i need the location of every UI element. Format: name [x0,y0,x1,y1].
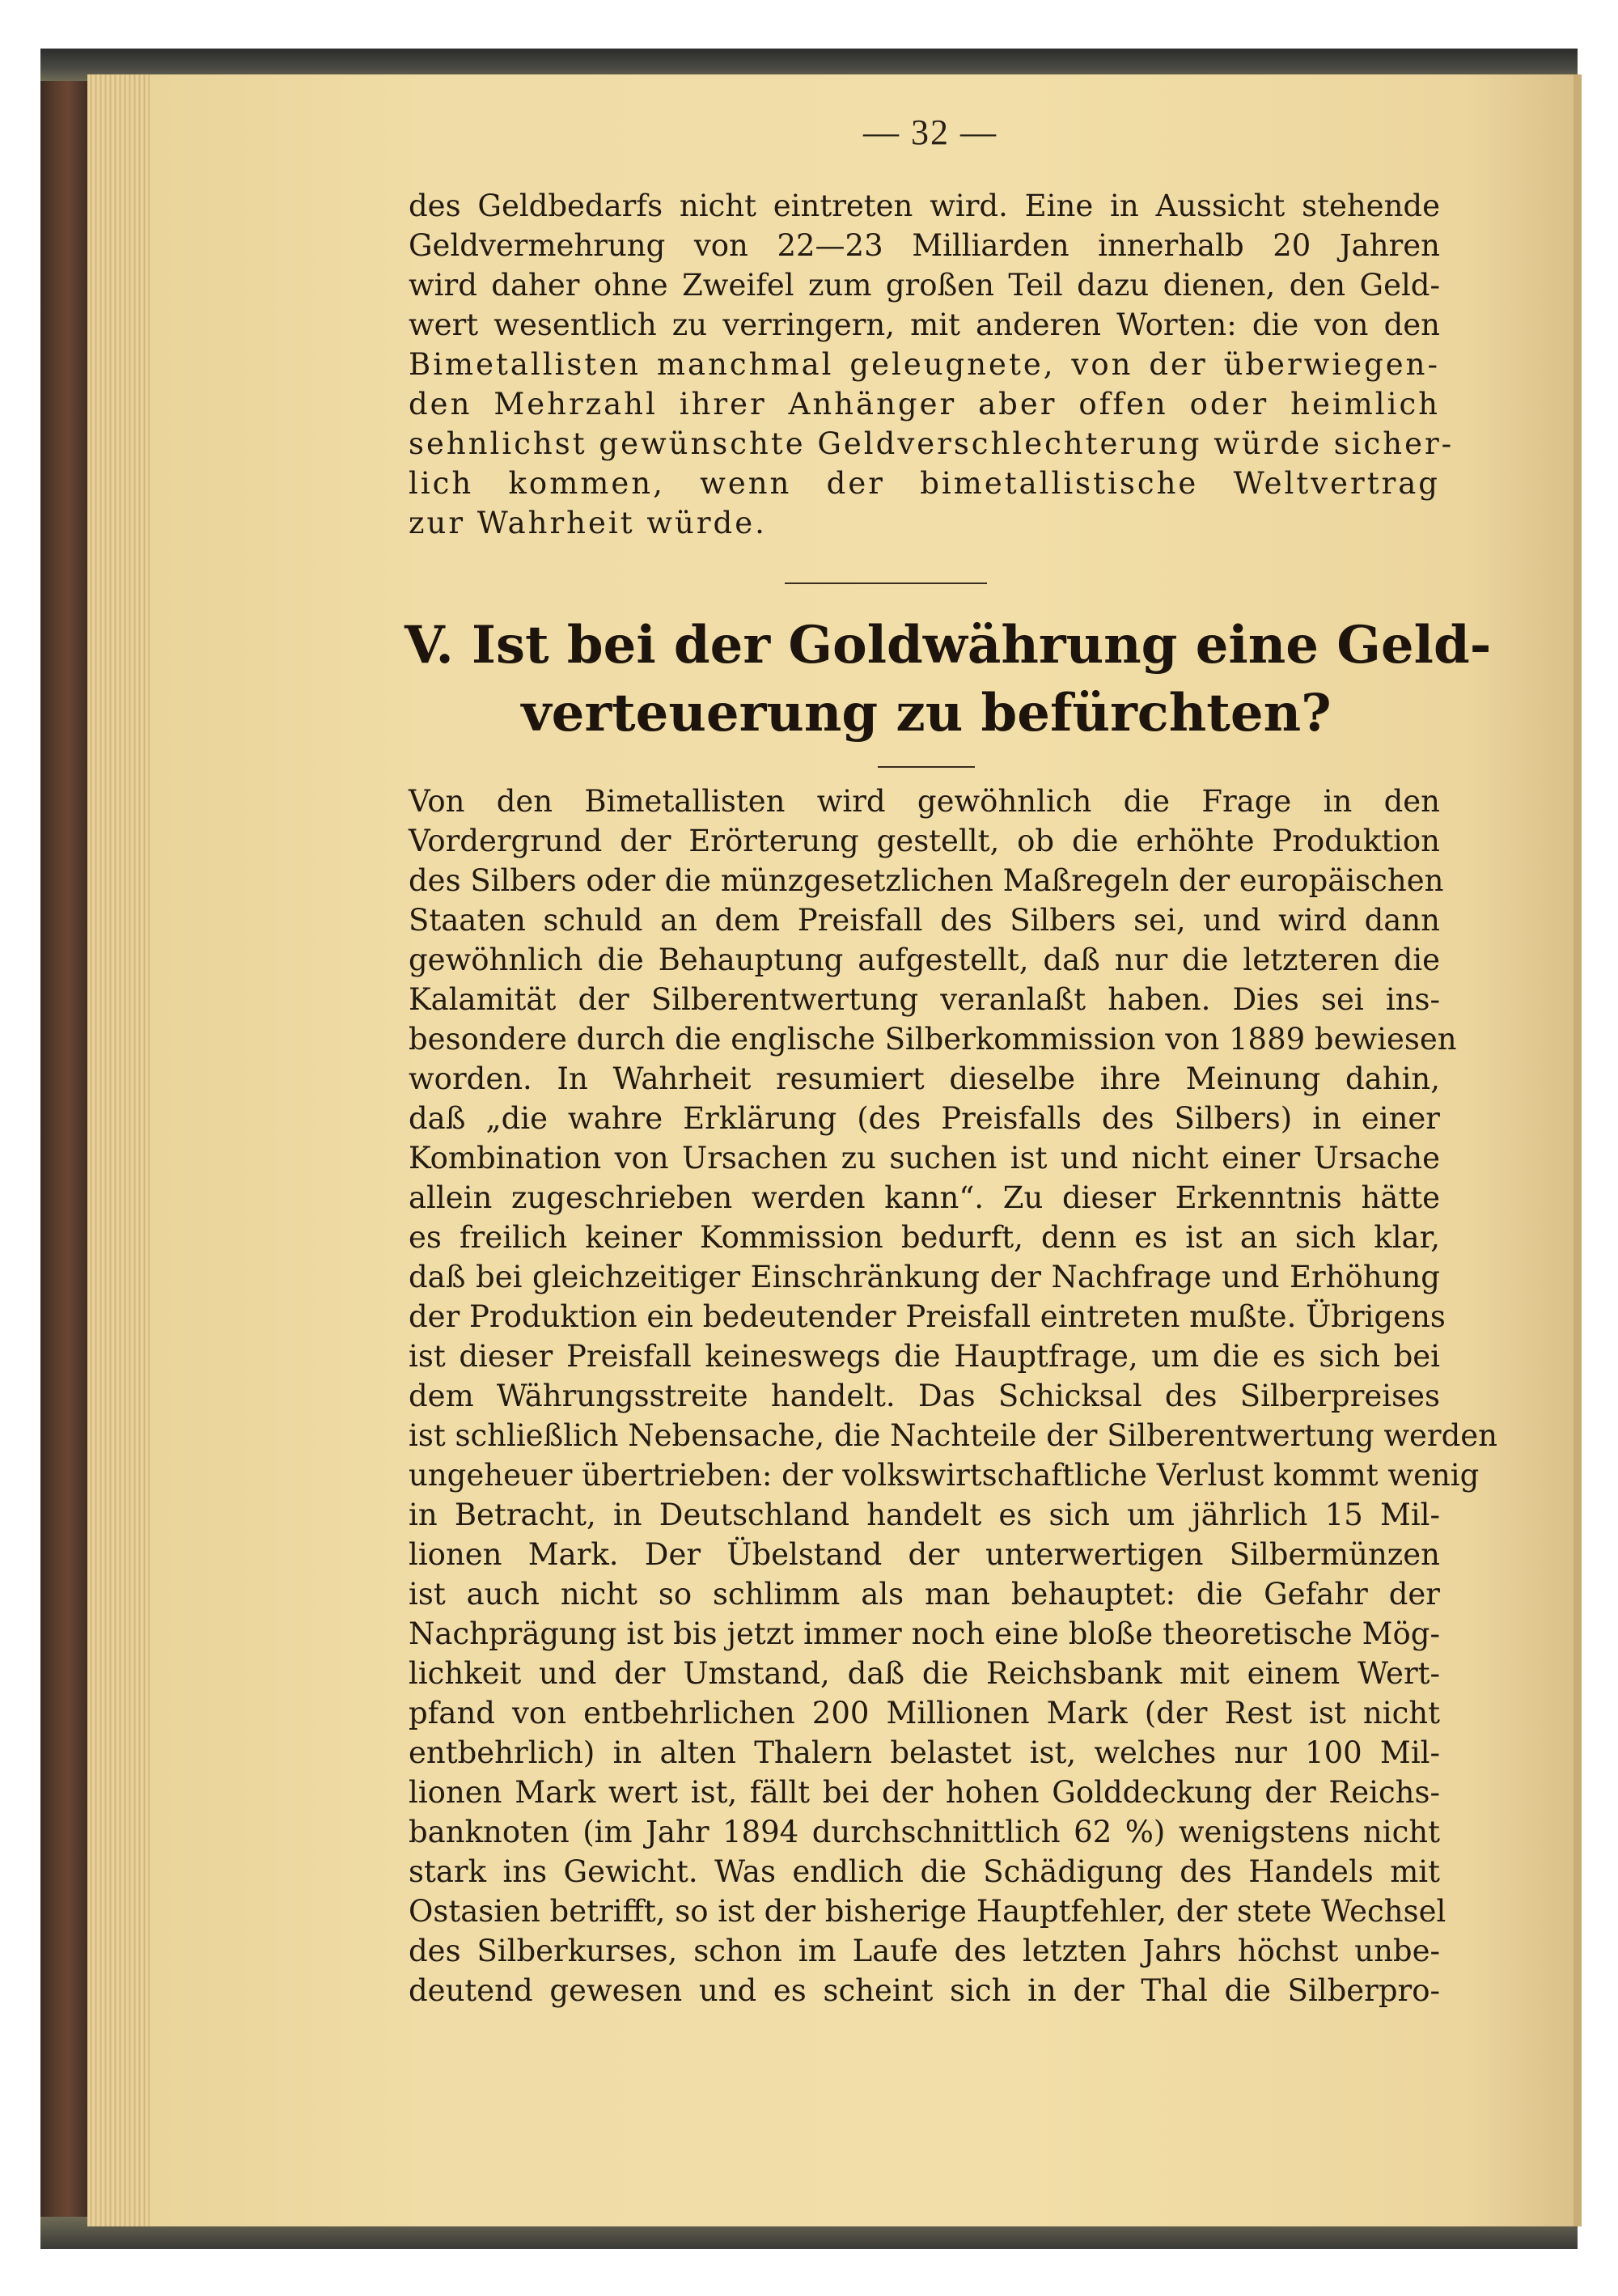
text-line: besondere durch die englische Silberkommission von 1889 bewiesen [409,1022,1457,1057]
heading-line-1: V. Ist bei der Goldwährung eine Geld- [404,615,1492,676]
page-number: — 32 — [863,112,997,152]
text-line: ist dieser Preisfall keineswegs die Hauptfrage, um die es sich bei [409,1339,1440,1374]
text-line: lionen Mark wert ist, fällt bei der hohen Golddeckung der Reichs- [409,1775,1440,1810]
heading-line-2: verteuerung zu befürchten? [521,683,1332,743]
text-line: Ostasien betrifft, so ist der bisherige Hauptfehler, der stete Wechsel [409,1894,1446,1929]
text-line: Kalamität der Silberentwertung veranlaßt haben. Dies sei ins- [409,982,1440,1017]
text-line: wert wesentlich zu verringern, mit anderen Worten: die von den [409,307,1440,342]
page-right-edge [1574,74,1582,2226]
text-line: der Produktion ein bedeutender Preisfall eintreten mußte. Übrigens [409,1299,1446,1334]
text-line: Geldvermehrung von 22—23 Milliarden innerhalb 20 Jahren [409,228,1440,263]
text-line: ist auch nicht so schlimm als man behauptet: die Gefahr der [409,1577,1440,1612]
page-stack-edges [87,74,152,2226]
text-line: ist schließlich Nebensache, die Nachteile der Silberentwertung werden [409,1418,1498,1453]
text-line: stark ins Gewicht. Was endlich die Schädigung des Handels mit [409,1854,1440,1889]
text-line: daß bei gleichzeitiger Einschränkung der Nachfrage und Erhöhung [409,1260,1440,1294]
text-line: des Silberkurses, schon im Laufe des letzten Jahrs höchst unbe- [409,1934,1440,1968]
text-line: ungeheuer übertrieben: der volkswirtschaftliche Verlust kommt wenig [409,1458,1480,1493]
paragraph-continuation [409,186,1455,543]
section-body [409,782,1498,2010]
text-line: sehnlichst gewünschte Geldverschlechterung würde sicher- [409,426,1455,461]
text-line: banknoten (im Jahr 1894 durchschnittlich 62 %) wenigstens nicht [409,1815,1440,1849]
text-line: lich kommen, wenn der bimetallistische Weltvertrag [409,466,1440,501]
text-line: den Mehrzahl ihrer Anhänger aber offen oder heimlich [409,387,1440,421]
section-divider-bottom [878,766,975,768]
text-line: deutend gewesen und es scheint sich in der Thal die Silberpro- [409,1973,1440,2008]
text-line: entbehrlich) in alten Thalern belastet ist, welches nur 100 Mil- [409,1735,1440,1770]
text-line: wird daher ohne Zweifel zum großen Teil dazu dienen, den Geld- [409,268,1440,303]
text-line: worden. In Wahrheit resumiert dieselbe ihre Meinung dahin, [409,1061,1440,1096]
text-line: dem Währungsstreite handelt. Das Schicksal des Silberpreises [409,1379,1440,1413]
text-line: Vordergrund der Erörterung gestellt, ob die erhöhte Produktion [409,824,1440,858]
text-line: Nachprägung ist bis jetzt immer noch eine bloße theoretische Mög- [409,1616,1440,1651]
book-cover-spine [40,49,91,2249]
text-line: Staaten schuld an dem Preisfall des Silbers sei, und wird dann [409,903,1440,938]
text-line: lionen Mark. Der Übelstand der unterwertigen Silbermünzen [409,1537,1440,1572]
section-heading [404,612,1492,748]
text-line: Kombination von Ursachen zu suchen ist und nicht einer Ursache [409,1141,1440,1176]
text-line: des Silbers oder die münzgesetzlichen Maßregeln der europäischen [409,863,1444,898]
text-line: es freilich keiner Kommission bedurft, denn es ist an sich klar, [409,1220,1440,1255]
text-line: gewöhnlich die Behauptung aufgestellt, daß nur die letzteren die [409,943,1440,977]
text-line: Bimetallisten manchmal geleugnete, von der überwiegen- [409,347,1440,382]
text-line: allein zugeschrieben werden kann“. Zu dieser Erkenntnis hätte [409,1180,1440,1215]
text-line: des Geldbedarfs nicht eintreten wird. Eine in Aussicht stehende [409,189,1440,223]
text-line: lichkeit und der Umstand, daß die Reichsbank mit einem Wert- [409,1656,1440,1691]
section-divider-top [785,582,987,584]
text-line: daß „die wahre Erklärung (des Preisfalls des Silbers) in einer [409,1101,1440,1136]
text-line: pfand von entbehrlichen 200 Millionen Mark (der Rest ist nicht [409,1696,1440,1730]
text-line: in Betracht, in Deutschland handelt es sich um jährlich 15 Mil- [409,1497,1440,1532]
text-line: Von den Bimetallisten wird gewöhnlich die Frage in den [409,784,1440,819]
text-line: zur Wahrheit würde. [409,506,767,540]
